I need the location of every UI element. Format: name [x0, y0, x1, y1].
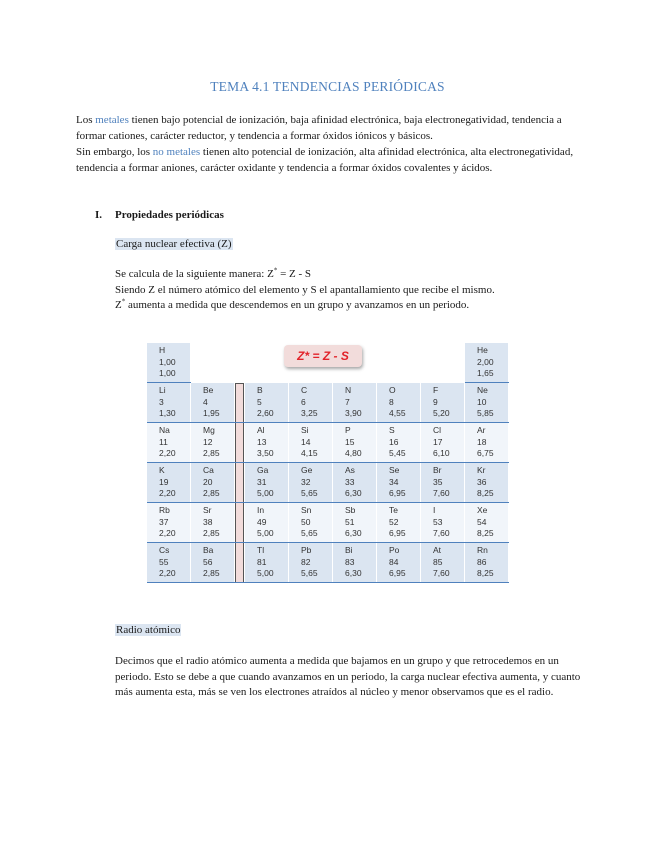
element-cell-ge [289, 463, 333, 503]
element-symbol: Ga [257, 465, 269, 475]
effective-charge: 2,20 [159, 448, 176, 458]
effective-charge: 5,20 [433, 408, 450, 418]
atomic-number: 5 [257, 396, 262, 407]
effective-charge: 7,60 [433, 488, 450, 498]
atomic-number: 52 [389, 516, 399, 527]
effective-charge: 4,55 [389, 408, 406, 418]
superscript: * [121, 297, 126, 306]
text-run: = Z - S [277, 268, 312, 280]
effective-charge: 5,00 [257, 568, 274, 578]
element-cell-ca [191, 463, 235, 503]
text-run: tienen bajo potencial de ionización, baja afinidad electrónica, baja electronegatividad, tendencia a formar cationes, carácter reductor, y tendencia a formar óxidos iónicos y básicos. [76, 114, 562, 142]
effective-charge: 8,25 [477, 528, 494, 538]
effective-charge: 5,65 [301, 528, 318, 538]
effective-charge: 4,80 [345, 448, 362, 458]
effective-charge: 5,65 [301, 568, 318, 578]
effective-charge: 6,95 [389, 488, 406, 498]
atomic-number: 54 [477, 516, 487, 527]
element-cell-rn [465, 543, 509, 583]
element-symbol: Ne [477, 385, 488, 395]
element-symbol: Xe [477, 505, 488, 515]
element-symbol: Pb [301, 545, 312, 555]
atomic-number: 14 [301, 436, 311, 447]
atomic-number: 81 [257, 556, 267, 567]
carga-line-3 [115, 298, 585, 314]
effective-charge: 2,85 [203, 568, 220, 578]
element-symbol: Mg [203, 425, 215, 435]
carga-line-2: Siendo Z el número atómico del elemento y S el apantallamiento que recibe el mismo. [115, 283, 495, 296]
element-cell-pb [289, 543, 333, 583]
radio-body: Decimos que el radio atómico aumenta a medida que bajamos en un grupo y que retrocedemos en un periodo. Esto se debe a que cuando avanzamos en un periodo, la carga nuclear efectiva aumenta, y cuanto más aumenta esta, más se ven los electrones atraídos al núcleo y menor observamos que es el radio. [115, 655, 581, 698]
element-cell-se [377, 463, 421, 503]
atomic-number: 18 [477, 436, 487, 447]
effective-charge: 6,30 [345, 488, 362, 498]
element-cell-h [147, 343, 191, 383]
element-cell-ga [245, 463, 289, 503]
effective-charge: 1,65 [477, 368, 494, 378]
element-symbol: Be [203, 385, 214, 395]
effective-charge: 2,20 [159, 528, 176, 538]
element-cell-sb [333, 503, 377, 543]
effective-charge: 6,30 [345, 528, 362, 538]
element-cell-f [421, 383, 465, 423]
effective-charge: 6,10 [433, 448, 450, 458]
atomic-number: 53 [433, 516, 443, 527]
formula-box: Z* = Z - S [284, 345, 362, 367]
effective-charge: 3,90 [345, 408, 362, 418]
element-cell-tl [245, 543, 289, 583]
effective-charge: 5,85 [477, 408, 494, 418]
atomic-number: 34 [389, 476, 399, 487]
element-cell-in [245, 503, 289, 543]
element-cell-po [377, 543, 421, 583]
table-rule [465, 382, 509, 383]
transition-gap-marker [235, 383, 244, 583]
table-rule [147, 542, 509, 543]
element-cell-bi [333, 543, 377, 583]
atomic-number: 37 [159, 516, 169, 527]
effective-charge: 6,95 [389, 528, 406, 538]
atomic-number: 56 [203, 556, 213, 567]
element-symbol: I [433, 505, 436, 515]
effective-charge: 3,50 [257, 448, 274, 458]
effective-charge: 5,00 [257, 488, 274, 498]
effective-charge: 2,85 [203, 528, 220, 538]
atomic-number: 4 [203, 396, 208, 407]
atomic-number: 19 [159, 476, 169, 487]
superscript: * [273, 266, 278, 275]
element-symbol: Ba [203, 545, 214, 555]
section-title: Propiedades periódicas [115, 209, 224, 221]
element-cell-ar [465, 423, 509, 463]
element-cell-p [333, 423, 377, 463]
intro-no-metales [76, 145, 586, 176]
element-symbol: He [477, 345, 488, 355]
element-symbol: Ar [477, 425, 486, 435]
element-symbol: Cl [433, 425, 442, 435]
effective-charge: 5,00 [257, 528, 274, 538]
element-cell-al [245, 423, 289, 463]
atomic-number: 15 [345, 436, 355, 447]
atomic-number: 17 [433, 436, 443, 447]
atomic-number: 31 [257, 476, 267, 487]
table-rule [147, 382, 191, 383]
element-symbol: Rb [159, 505, 170, 515]
effective-charge: 5,45 [389, 448, 406, 458]
element-symbol: Sb [345, 505, 356, 515]
effective-charge: 8,25 [477, 568, 494, 578]
element-symbol: N [345, 385, 352, 395]
element-symbol: Na [159, 425, 170, 435]
element-symbol: Te [389, 505, 398, 515]
element-cell-k [147, 463, 191, 503]
element-cell-as [333, 463, 377, 503]
atomic-number: 1,00 [159, 356, 176, 367]
text-run: aumenta a medida que descendemos en un grupo y avanzamos en un periodo. [125, 299, 470, 311]
element-cell-mg [191, 423, 235, 463]
atomic-number: 10 [477, 396, 487, 407]
atomic-number: 7 [345, 396, 350, 407]
atomic-number: 11 [159, 436, 168, 447]
atomic-number: 38 [203, 516, 213, 527]
atomic-number: 51 [345, 516, 355, 527]
element-symbol: In [257, 505, 265, 515]
effective-charge: 7,60 [433, 568, 450, 578]
atomic-number: 36 [477, 476, 487, 487]
element-symbol: Po [389, 545, 400, 555]
element-cell-li [147, 383, 191, 423]
element-cell-c [289, 383, 333, 423]
element-cell-n [333, 383, 377, 423]
section-number: I. [95, 209, 103, 221]
element-cell-cl [421, 423, 465, 463]
element-cell-sn [289, 503, 333, 543]
element-symbol: Tl [257, 545, 265, 555]
table-rule [147, 462, 509, 463]
atomic-number: 86 [477, 556, 487, 567]
atomic-number: 16 [389, 436, 399, 447]
atomic-number: 32 [301, 476, 311, 487]
effective-charge: 1,95 [203, 408, 220, 418]
element-symbol: C [301, 385, 308, 395]
effective-charge: 4,15 [301, 448, 318, 458]
element-symbol: Si [301, 425, 309, 435]
effective-charge: 7,60 [433, 528, 450, 538]
atomic-number: 50 [301, 516, 311, 527]
element-cell-ne [465, 383, 509, 423]
atomic-number: 33 [345, 476, 355, 487]
element-cell-he [465, 343, 509, 383]
element-symbol: O [389, 385, 396, 395]
section-heading [95, 209, 224, 221]
metales-highlight: metales [95, 114, 129, 126]
atomic-number: 3 [159, 396, 164, 407]
atomic-number: 13 [257, 436, 267, 447]
element-symbol: K [159, 465, 165, 475]
atomic-number: 82 [301, 556, 311, 567]
element-cell-te [377, 503, 421, 543]
element-symbol: B [257, 385, 263, 395]
carga-body [115, 267, 585, 314]
effective-charge: 8,25 [477, 488, 494, 498]
element-cell-o [377, 383, 421, 423]
element-cell-xe [465, 503, 509, 543]
element-cell-kr [465, 463, 509, 503]
element-cell-ba [191, 543, 235, 583]
element-cell-rb [147, 503, 191, 543]
element-cell-br [421, 463, 465, 503]
element-cell-at [421, 543, 465, 583]
effective-charge: 1,00 [159, 368, 176, 378]
element-symbol: Sr [203, 505, 212, 515]
atomic-number: 84 [389, 556, 399, 567]
radio-heading: Radio atómico [116, 624, 181, 636]
element-symbol: Sn [301, 505, 312, 515]
element-cell-na [147, 423, 191, 463]
element-symbol: P [345, 425, 351, 435]
element-symbol: Ge [301, 465, 313, 475]
text-run: Z [115, 299, 122, 311]
atomic-number: 20 [203, 476, 213, 487]
table-rule [147, 582, 509, 583]
atomic-number: 35 [433, 476, 443, 487]
atomic-number: 49 [257, 516, 267, 527]
atomic-number: 12 [203, 436, 213, 447]
table-rule [147, 422, 509, 423]
atomic-number: 6 [301, 396, 306, 407]
no-metales-highlight: no metales [152, 146, 201, 158]
element-cell-i [421, 503, 465, 543]
atomic-number: 55 [159, 556, 169, 567]
effective-charge: 2,20 [159, 488, 176, 498]
element-symbol: Al [257, 425, 265, 435]
atomic-number: 85 [433, 556, 443, 567]
element-symbol: Li [159, 385, 166, 395]
element-symbol: H [159, 345, 166, 355]
carga-heading: Carga nuclear efectiva (Z) [116, 238, 232, 250]
element-symbol: S [389, 425, 395, 435]
atomic-number: 9 [433, 396, 438, 407]
effective-charge: 2,20 [159, 568, 176, 578]
element-symbol: Bi [345, 545, 353, 555]
carga-line-1 [115, 267, 585, 283]
element-cell-s [377, 423, 421, 463]
effective-charge: 6,30 [345, 568, 362, 578]
effective-charge: 2,85 [203, 488, 220, 498]
element-symbol: Rn [477, 545, 488, 555]
text-run: Sin embargo, los [76, 146, 153, 158]
effective-charge: 2,85 [203, 448, 220, 458]
atomic-number: 83 [345, 556, 355, 567]
text-run: Los [76, 114, 96, 126]
element-symbol: Br [433, 465, 442, 475]
element-cell-cs [147, 543, 191, 583]
element-cell-si [289, 423, 333, 463]
table-rule [147, 502, 509, 503]
intro-metales [76, 113, 586, 144]
element-symbol: Kr [477, 465, 486, 475]
element-symbol: Se [389, 465, 400, 475]
effective-charge: 3,25 [301, 408, 318, 418]
element-symbol: Cs [159, 545, 170, 555]
atomic-number: 8 [389, 396, 394, 407]
element-symbol: Ca [203, 465, 214, 475]
element-symbol: At [433, 545, 442, 555]
element-symbol: As [345, 465, 355, 475]
atomic-number: 2,00 [477, 356, 494, 367]
element-cell-be [191, 383, 235, 423]
effective-charge: 6,75 [477, 448, 494, 458]
element-symbol: F [433, 385, 439, 395]
effective-charge: 2,60 [257, 408, 274, 418]
text-run: Se calcula de la siguiente manera: Z [115, 268, 274, 280]
page-title: TEMA 4.1 TENDENCIAS PERIÓDICAS [210, 79, 445, 94]
text-run: tienen alto potencial de ionización, alta afinidad electrónica, alta electronegatividad, tendencia a formar aniones, carácter oxidante y tendencia a formar óxidos covalentes y ácidos. [76, 146, 574, 174]
element-cell-b [245, 383, 289, 423]
effective-charge: 5,65 [301, 488, 318, 498]
effective-charge: 1,30 [159, 408, 176, 418]
effective-charge: 6,95 [389, 568, 406, 578]
element-cell-sr [191, 503, 235, 543]
